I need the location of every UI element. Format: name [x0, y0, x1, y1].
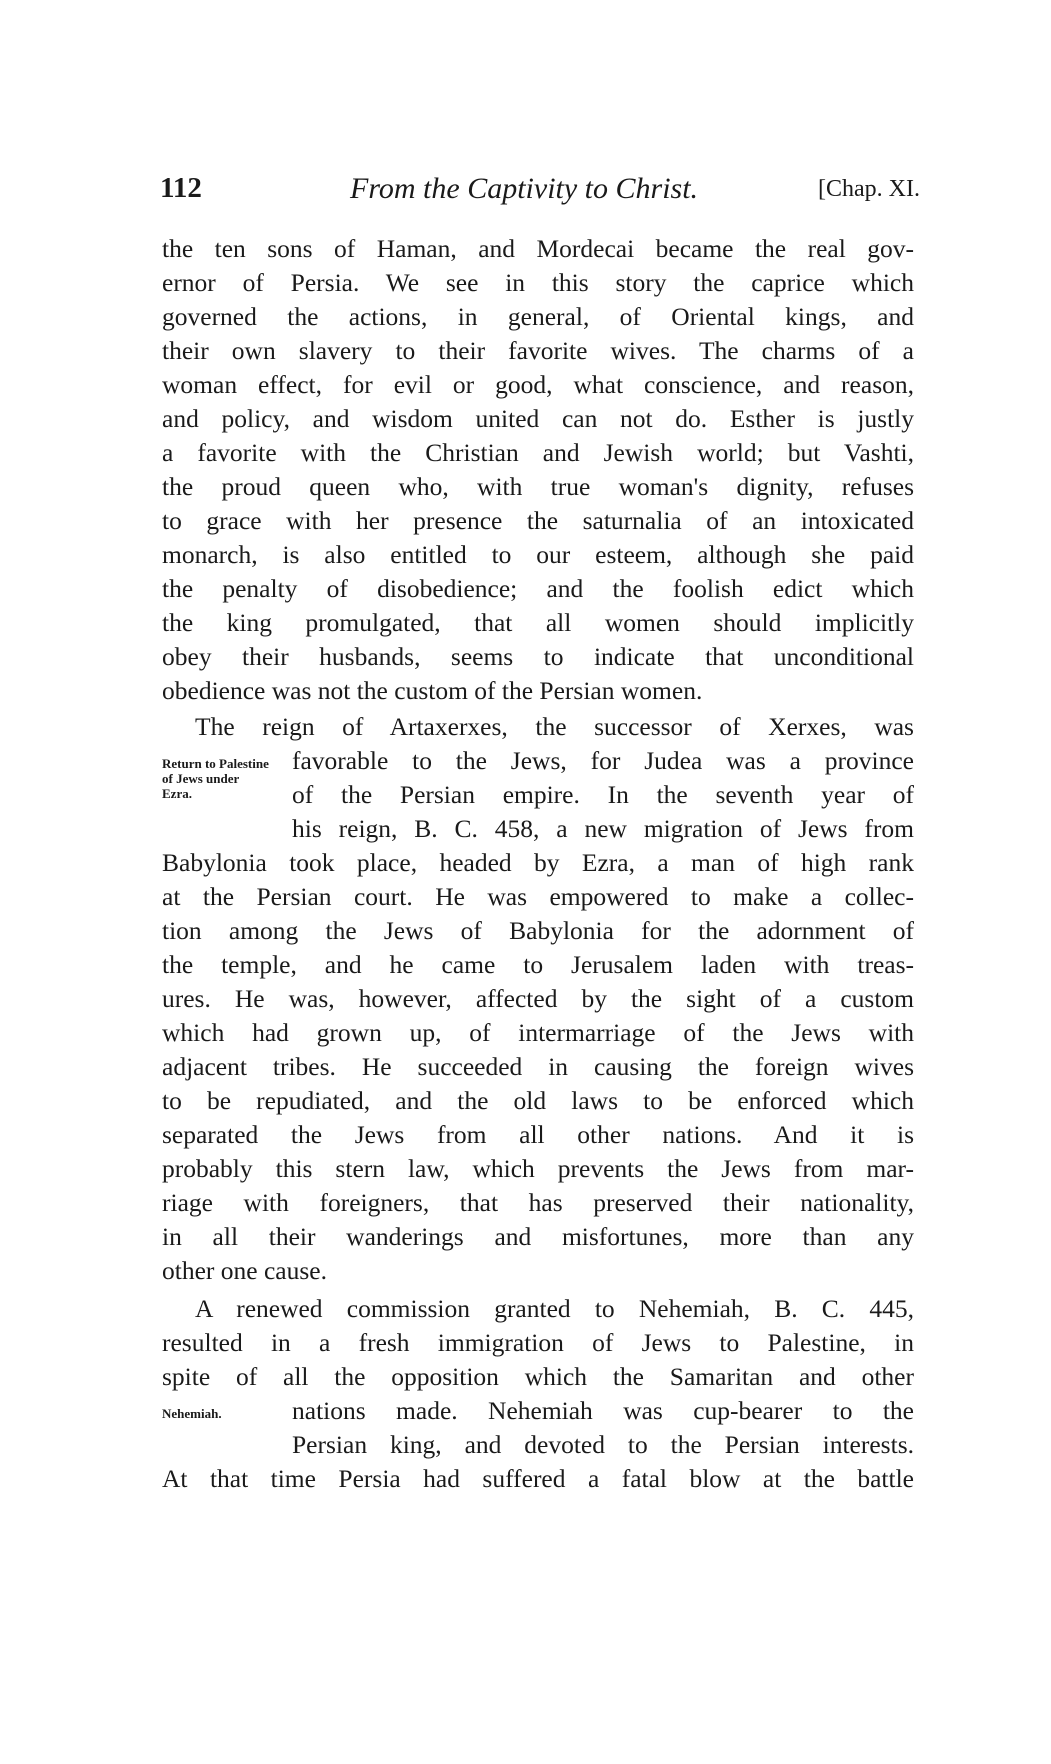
margin-note-return-to-palestine: Return to Palestine of Jews under Ezra. — [162, 756, 269, 801]
text-line: ures. He was, however, affected by the sight of a custom — [162, 984, 914, 1013]
text-line: resulted in a fresh immigration of Jews to Palestine, in — [162, 1328, 914, 1357]
text-line: the temple, and he came to Jerusalem laden with treas- — [162, 950, 914, 979]
text-line: in all their wanderings and misfortunes, more than any — [162, 1222, 914, 1251]
text-line: probably this stern law, which prevents the Jews from mar- — [162, 1154, 914, 1183]
running-title: From the Captivity to Christ. — [350, 172, 699, 205]
margin-note-nehemiah: Nehemiah. — [162, 1406, 222, 1421]
text-line: the ten sons of Haman, and Mordecai became the real gov- — [162, 234, 914, 263]
chapter-reference: [Chap. XI. — [818, 176, 920, 202]
paragraph-start-line: A renewed commission granted to Nehemiah, B. C. 445, — [195, 1294, 914, 1323]
text-line: the proud queen who, with true woman's dignity, refuses — [162, 472, 914, 501]
text-line: Persian king, and devoted to the Persian interests. — [292, 1430, 914, 1459]
text-line: tion among the Jews of Babylonia for the adornment of — [162, 916, 914, 945]
text-line: the penalty of disobedience; and the foolish edict which — [162, 574, 914, 603]
text-line: monarch, is also entitled to our esteem, although she paid — [162, 540, 914, 569]
text-line: at the Persian court. He was empowered to make a collec- — [162, 882, 914, 911]
text-line: riage with foreigners, that has preserved their nationality, — [162, 1188, 914, 1217]
text-line: to be repudiated, and the old laws to be enforced which — [162, 1086, 914, 1115]
text-line: other one cause. — [162, 1256, 327, 1285]
text-line: of the Persian empire. In the seventh year of — [292, 780, 914, 809]
text-line: his reign, B. C. 458, a new migration of Jews from — [292, 814, 914, 843]
text-line: Babylonia took place, headed by Ezra, a man of high rank — [162, 848, 914, 877]
text-line: their own slavery to their favorite wives. The charms of a — [162, 336, 914, 365]
text-line: to grace with her presence the saturnalia of an intoxicated — [162, 506, 914, 535]
text-line: and policy, and wisdom united can not do. Esther is justly — [162, 404, 914, 433]
text-line: separated the Jews from all other nations. And it is — [162, 1120, 914, 1149]
text-line: which had grown up, of intermarriage of the Jews with — [162, 1018, 914, 1047]
page-number: 112 — [160, 172, 202, 204]
paragraph-start-line: The reign of Artaxerxes, the successor of Xerxes, was — [195, 712, 914, 741]
text-line: governed the actions, in general, of Oriental kings, and — [162, 302, 914, 331]
text-line: At that time Persia had suffered a fatal blow at the battle — [162, 1464, 914, 1493]
text-line: favorable to the Jews, for Judea was a province — [292, 746, 914, 775]
page-header — [160, 172, 920, 212]
text-line: woman effect, for evil or good, what conscience, and reason, — [162, 370, 914, 399]
text-line: nations made. Nehemiah was cup-bearer to the — [292, 1396, 914, 1425]
text-line: obedience was not the custom of the Persian women. — [162, 676, 703, 705]
text-line: adjacent tribes. He succeeded in causing the foreign wives — [162, 1052, 914, 1081]
text-line: obey their husbands, seems to indicate that unconditional — [162, 642, 914, 671]
text-line: ernor of Persia. We see in this story the caprice which — [162, 268, 914, 297]
text-line: spite of all the opposition which the Samaritan and other — [162, 1362, 914, 1391]
text-line: the king promulgated, that all women should implicitly — [162, 608, 914, 637]
text-line: a favorite with the Christian and Jewish world; but Vashti, — [162, 438, 914, 467]
